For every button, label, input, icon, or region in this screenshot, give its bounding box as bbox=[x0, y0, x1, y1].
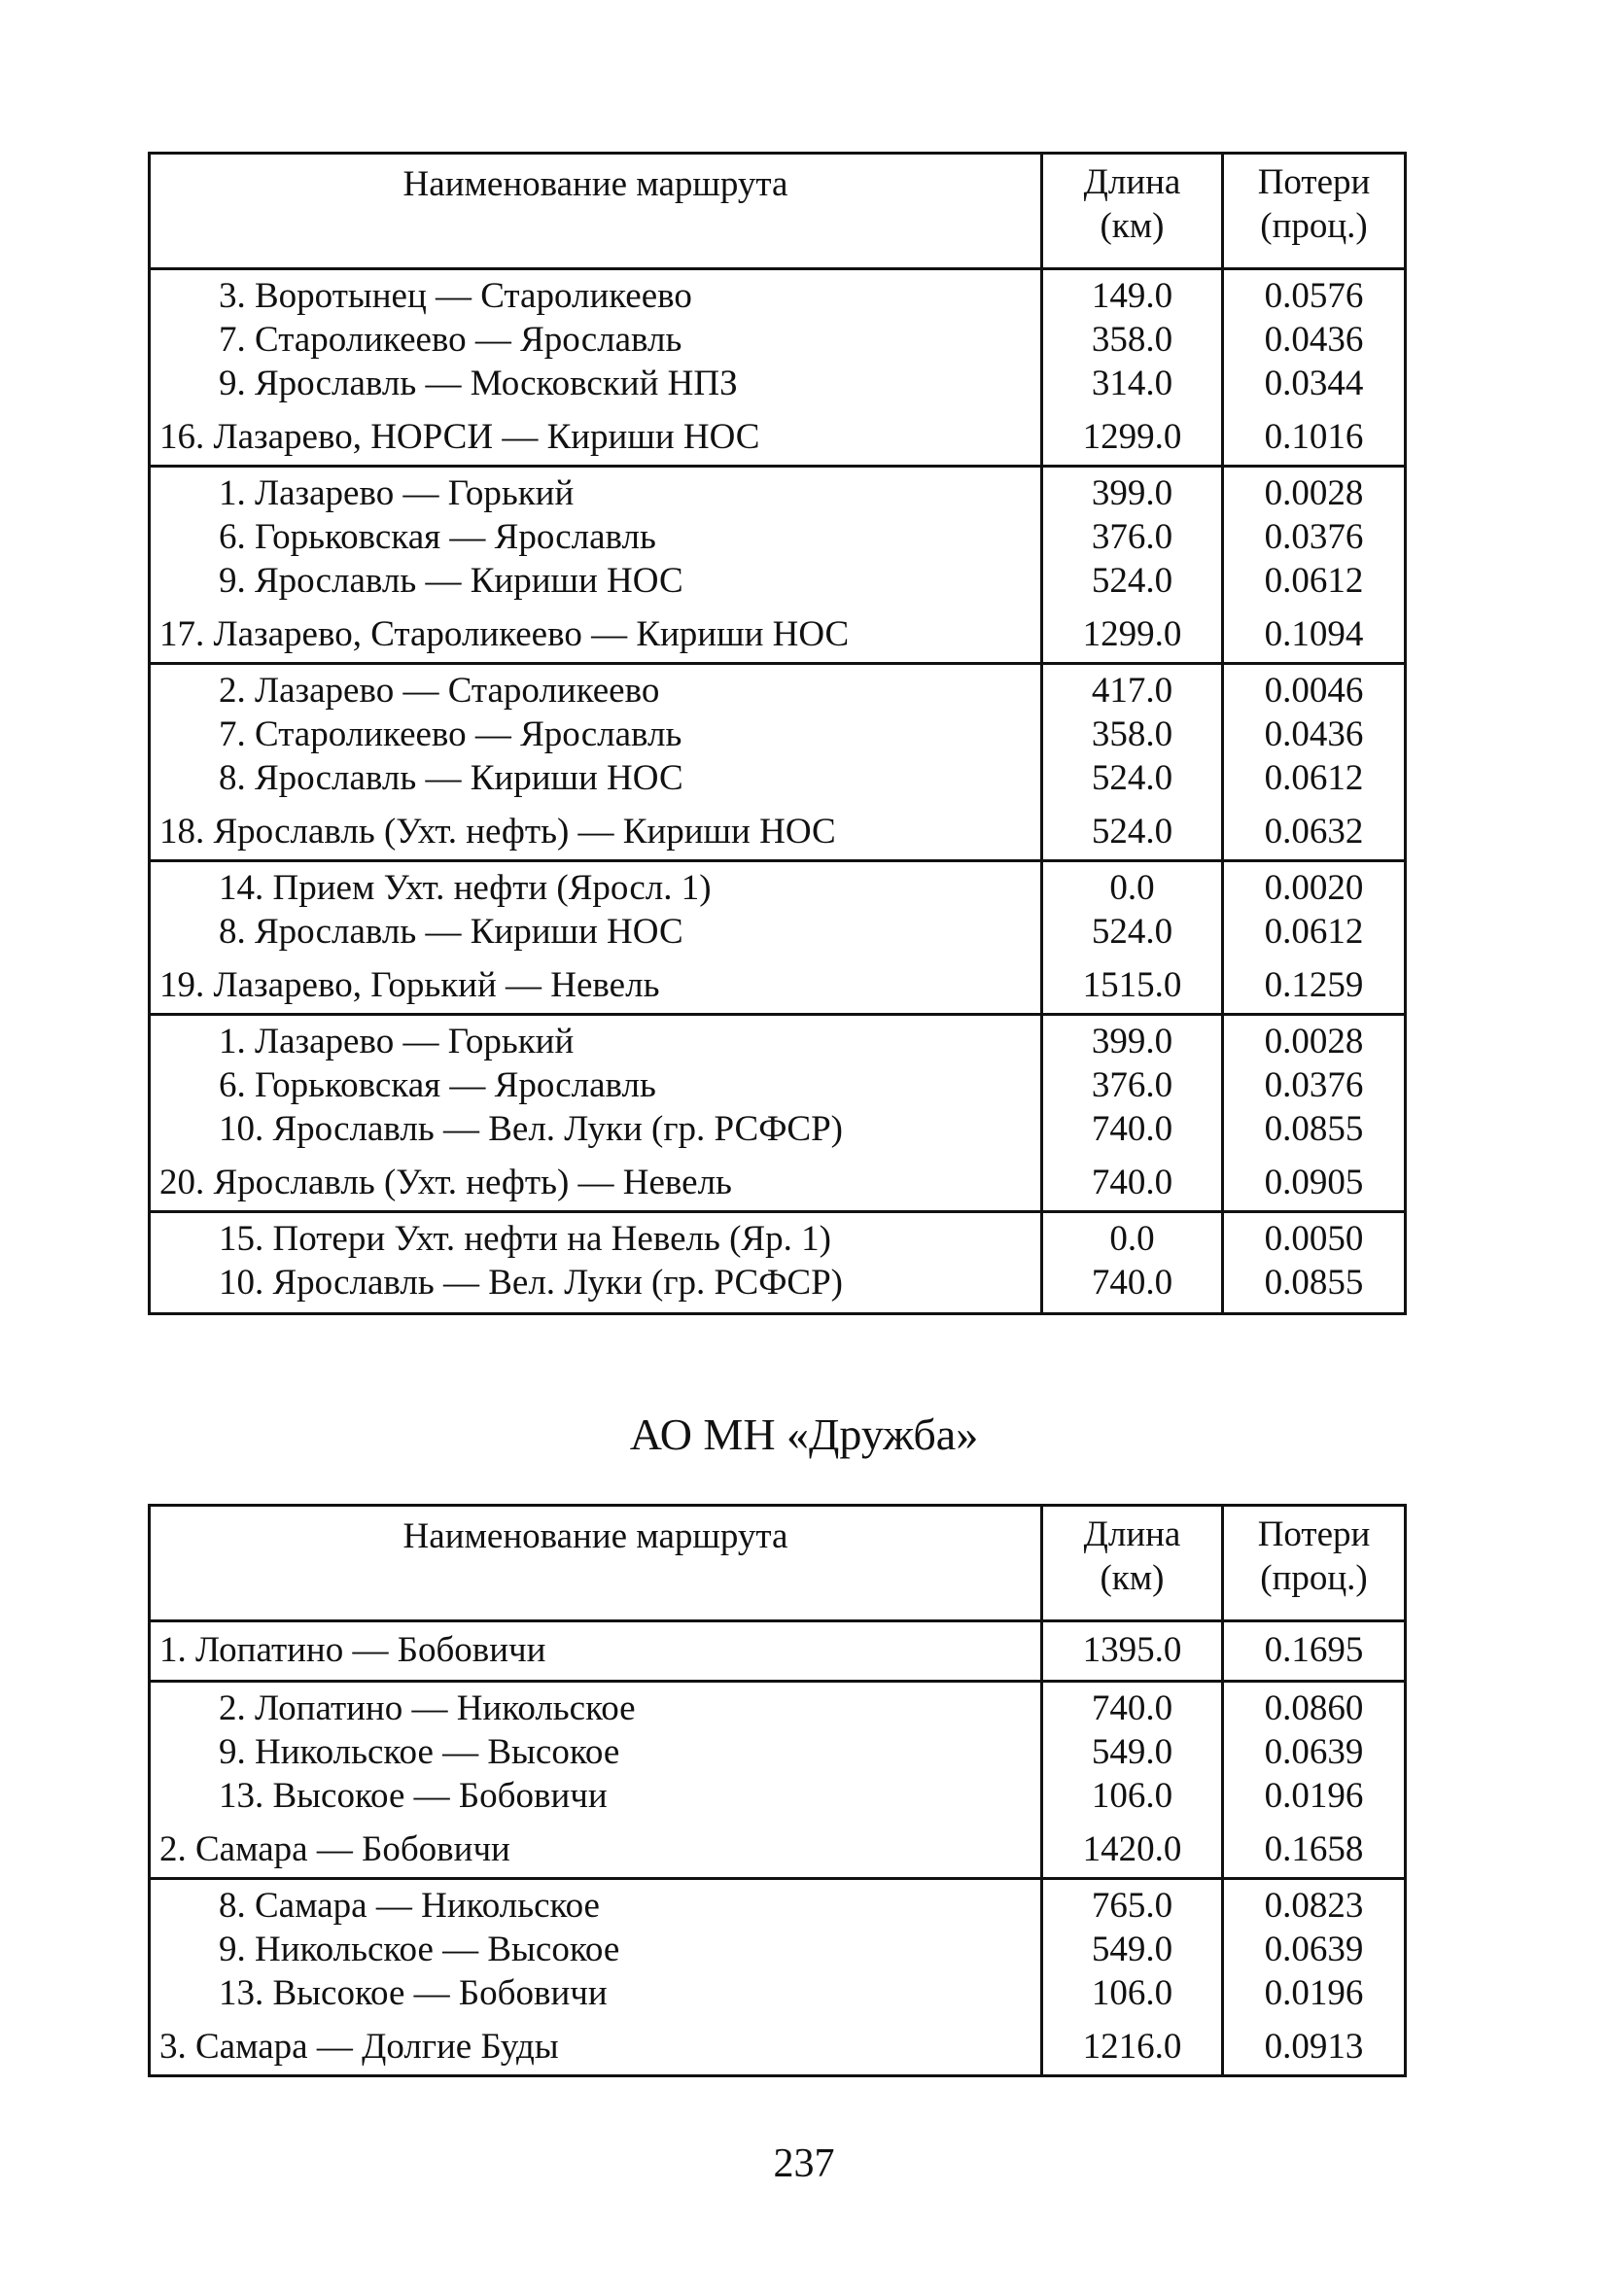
route-length: 524.0 bbox=[1042, 800, 1223, 861]
route-name: 7. Староликеево — Ярославль bbox=[219, 714, 682, 754]
route-name: 8. Самара — Никольское bbox=[219, 1886, 600, 1926]
route-total-row bbox=[150, 1818, 1406, 1879]
route-segment-row bbox=[150, 1261, 1406, 1314]
route-losses: 0.0905 bbox=[1223, 1151, 1406, 1212]
route-total-row bbox=[150, 603, 1406, 664]
route-name: 19. Лазарево, Горький — Невель bbox=[150, 954, 1042, 1015]
route-length: 740.0 bbox=[1042, 1107, 1223, 1151]
route-segment-row bbox=[150, 559, 1406, 603]
route-losses: 0.0823 bbox=[1223, 1879, 1406, 1929]
route-name: 6. Горьковская — Ярославль bbox=[219, 517, 656, 557]
route-length: 549.0 bbox=[1042, 1730, 1223, 1774]
route-total-row bbox=[150, 800, 1406, 861]
route-segment-row bbox=[150, 1971, 1406, 2015]
route-name: 8. Ярославль — Кириши НОС bbox=[219, 758, 683, 798]
route-losses: 0.0344 bbox=[1223, 362, 1406, 405]
route-segment-row bbox=[150, 269, 1406, 319]
route-losses: 0.0612 bbox=[1223, 756, 1406, 800]
route-name: 14. Прием Ухт. нефти (Яросл. 1) bbox=[219, 868, 712, 908]
route-losses: 0.0860 bbox=[1223, 1682, 1406, 1731]
route-losses: 0.0196 bbox=[1223, 1971, 1406, 2015]
route-length: 524.0 bbox=[1042, 756, 1223, 800]
route-name: 20. Ярославль (Ухт. нефть) — Невель bbox=[150, 1151, 1042, 1212]
route-segment-row bbox=[150, 861, 1406, 911]
route-length: 524.0 bbox=[1042, 910, 1223, 954]
route-name: 13. Высокое — Бобовичи bbox=[219, 1776, 608, 1816]
route-name: 18. Ярославль (Ухт. нефть) — Кириши НОС bbox=[150, 800, 1042, 861]
route-losses: 0.0855 bbox=[1223, 1107, 1406, 1151]
route-length: 549.0 bbox=[1042, 1928, 1223, 1971]
route-losses: 0.0639 bbox=[1223, 1928, 1406, 1971]
route-losses: 0.0632 bbox=[1223, 800, 1406, 861]
route-length: 740.0 bbox=[1042, 1151, 1223, 1212]
route-losses: 0.0436 bbox=[1223, 713, 1406, 756]
route-length: 1395.0 bbox=[1042, 1621, 1223, 1682]
route-segment-row bbox=[150, 664, 1406, 713]
routes-table-upper bbox=[148, 152, 1407, 1315]
route-length: 740.0 bbox=[1042, 1261, 1223, 1314]
route-losses: 0.0028 bbox=[1223, 467, 1406, 516]
route-name: 9. Никольское — Высокое bbox=[219, 1930, 620, 1969]
route-total-row bbox=[150, 1621, 1406, 1682]
route-length: 524.0 bbox=[1042, 559, 1223, 603]
route-name: 6. Горьковская — Ярославль bbox=[219, 1065, 656, 1105]
route-losses: 0.0913 bbox=[1223, 2015, 1406, 2076]
route-segment-row bbox=[150, 713, 1406, 756]
route-length: 376.0 bbox=[1042, 515, 1223, 559]
route-losses: 0.0028 bbox=[1223, 1015, 1406, 1064]
route-length: 1299.0 bbox=[1042, 603, 1223, 664]
route-name: 9. Ярославль — Кириши НОС bbox=[219, 561, 683, 601]
route-losses: 0.0576 bbox=[1223, 269, 1406, 319]
route-total-row bbox=[150, 954, 1406, 1015]
route-name: 16. Лазарево, НОРСИ — Кириши НОС bbox=[150, 405, 1042, 467]
route-segment-row bbox=[150, 467, 1406, 516]
route-length: 0.0 bbox=[1042, 1212, 1223, 1262]
route-name: 13. Высокое — Бобовичи bbox=[219, 1973, 608, 2013]
route-segment-row bbox=[150, 1212, 1406, 1262]
route-length: 399.0 bbox=[1042, 467, 1223, 516]
route-name: 9. Никольское — Высокое bbox=[219, 1732, 620, 1772]
route-losses: 0.0020 bbox=[1223, 861, 1406, 911]
route-losses: 0.0376 bbox=[1223, 1063, 1406, 1107]
route-name: 17. Лазарево, Староликеево — Кириши НОС bbox=[150, 603, 1042, 664]
section-title: АО МН «Дружба» bbox=[629, 1409, 979, 1459]
route-name: 1. Лазарево — Горький bbox=[219, 473, 575, 513]
route-losses: 0.0376 bbox=[1223, 515, 1406, 559]
route-length: 765.0 bbox=[1042, 1879, 1223, 1929]
route-losses: 0.0050 bbox=[1223, 1212, 1406, 1262]
column-header-length: Длина (км) bbox=[1042, 154, 1223, 269]
column-header-length: Длина (км) bbox=[1042, 1506, 1223, 1621]
route-length: 358.0 bbox=[1042, 713, 1223, 756]
route-name: 3. Воротынец — Староликеево bbox=[219, 276, 692, 316]
route-name: 7. Староликеево — Ярославль bbox=[219, 320, 682, 360]
route-segment-row bbox=[150, 1730, 1406, 1774]
column-header-losses: Потери (проц.) bbox=[1223, 154, 1406, 269]
route-name: 8. Ярославль — Кириши НОС bbox=[219, 912, 683, 952]
route-length: 0.0 bbox=[1042, 861, 1223, 911]
route-segment-row bbox=[150, 1879, 1406, 1929]
route-total-row bbox=[150, 2015, 1406, 2076]
route-segment-row bbox=[150, 756, 1406, 800]
route-segment-row bbox=[150, 1928, 1406, 1971]
route-length: 740.0 bbox=[1042, 1682, 1223, 1731]
route-losses: 0.0612 bbox=[1223, 910, 1406, 954]
route-segment-row bbox=[150, 1682, 1406, 1731]
column-header-losses: Потери (проц.) bbox=[1223, 1506, 1406, 1621]
route-name: 2. Самара — Бобовичи bbox=[150, 1818, 1042, 1879]
route-losses: 0.0196 bbox=[1223, 1774, 1406, 1818]
route-length: 399.0 bbox=[1042, 1015, 1223, 1064]
route-name: 3. Самара — Долгие Буды bbox=[159, 2027, 559, 2067]
route-total-row bbox=[150, 1151, 1406, 1212]
route-length: 376.0 bbox=[1042, 1063, 1223, 1107]
route-length: 417.0 bbox=[1042, 664, 1223, 713]
route-losses: 0.1658 bbox=[1223, 1818, 1406, 1879]
route-length: 106.0 bbox=[1042, 1774, 1223, 1818]
route-name: 10. Ярославль — Вел. Луки (гр. РСФСР) bbox=[219, 1109, 844, 1149]
route-name: 1. Лопатино — Бобовичи bbox=[150, 1621, 1042, 1682]
route-length: 1515.0 bbox=[1042, 954, 1223, 1015]
route-length: 358.0 bbox=[1042, 318, 1223, 362]
route-segment-row bbox=[150, 362, 1406, 405]
route-length: 149.0 bbox=[1042, 269, 1223, 319]
route-length: 1216.0 bbox=[1042, 2015, 1223, 2076]
route-losses: 0.1259 bbox=[1223, 954, 1406, 1015]
route-name: 1. Лазарево — Горький bbox=[219, 1022, 575, 1061]
route-losses: 0.0046 bbox=[1223, 664, 1406, 713]
route-length: 314.0 bbox=[1042, 362, 1223, 405]
route-segment-row bbox=[150, 515, 1406, 559]
route-segment-row bbox=[150, 1107, 1406, 1151]
route-segment-row bbox=[150, 910, 1406, 954]
route-name: 2. Лазарево — Староликеево bbox=[219, 671, 660, 711]
route-name: 2. Лопатино — Никольское bbox=[219, 1688, 636, 1728]
page-number: 237 bbox=[773, 2141, 835, 2186]
route-losses: 0.0436 bbox=[1223, 318, 1406, 362]
route-length: 106.0 bbox=[1042, 1971, 1223, 2015]
routes-table-druzhba bbox=[148, 1504, 1407, 2077]
column-header-name: Наименование маршрута bbox=[150, 1506, 1042, 1621]
route-losses: 0.0612 bbox=[1223, 559, 1406, 603]
table-header-row bbox=[150, 154, 1406, 269]
column-header-name: Наименование маршрута bbox=[150, 154, 1042, 269]
route-name: 15. Потери Ухт. нефти на Невель (Яр. 1) bbox=[219, 1219, 831, 1259]
route-segment-row bbox=[150, 1063, 1406, 1107]
route-losses: 0.0639 bbox=[1223, 1730, 1406, 1774]
route-segment-row bbox=[150, 1015, 1406, 1064]
route-losses: 0.1094 bbox=[1223, 603, 1406, 664]
route-length: 1420.0 bbox=[1042, 1818, 1223, 1879]
route-losses: 0.0855 bbox=[1223, 1261, 1406, 1314]
route-losses: 0.1016 bbox=[1223, 405, 1406, 467]
route-total-row bbox=[150, 405, 1406, 467]
route-losses: 0.1695 bbox=[1223, 1621, 1406, 1682]
route-segment-row bbox=[150, 318, 1406, 362]
route-name: 10. Ярославль — Вел. Луки (гр. РСФСР) bbox=[219, 1263, 844, 1303]
route-length: 1299.0 bbox=[1042, 405, 1223, 467]
table-header-row bbox=[150, 1506, 1406, 1621]
route-name: 9. Ярославль — Московский НПЗ bbox=[219, 364, 738, 403]
route-segment-row bbox=[150, 1774, 1406, 1818]
